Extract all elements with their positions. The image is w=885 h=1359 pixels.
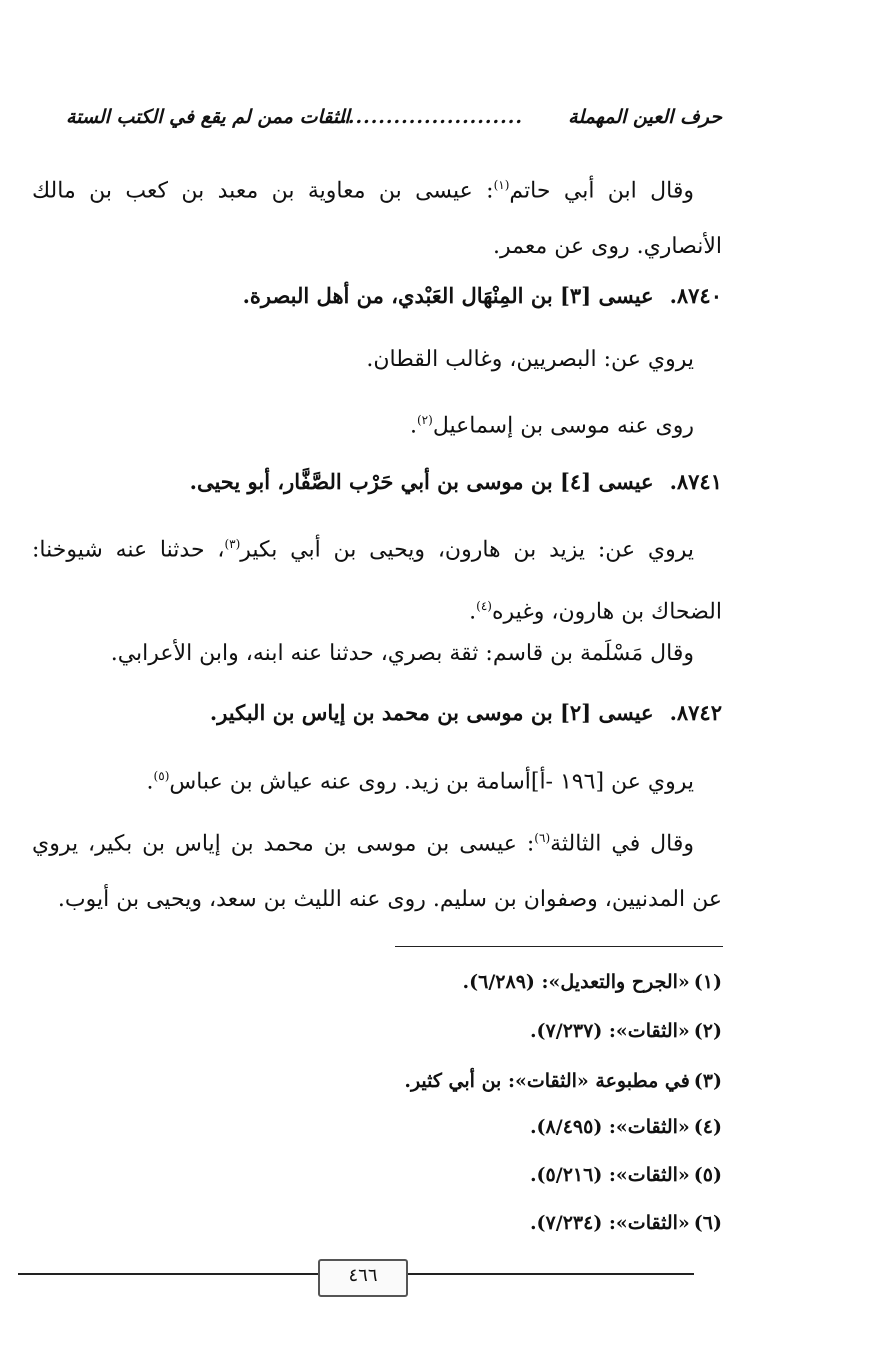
- footnote-ref-1[interactable]: (١): [493, 178, 510, 192]
- intro-paragraph: [32, 157, 722, 275]
- page-number: ٤٦٦: [318, 1259, 408, 1297]
- intro-rest: : عيسى بن معاوية بن معبد بن كعب بن مالك الأنصاري. روى عن معمر.: [32, 178, 722, 260]
- entry-8740-line-2: روى عنه موسى بن إسماعيل$^{(٢)}$.: [409, 413, 694, 439]
- intro-text: وقال ابن أبي حاتم: [509, 178, 694, 204]
- footnote-ref-5[interactable]: (٥): [153, 769, 170, 783]
- entry-heading-8740: [243, 276, 722, 316]
- footnote-6: (٦)«الثقات»: (٧/٢٣٤).: [529, 1212, 722, 1234]
- footnote-5: (٥)«الثقات»: (٥/٢١٦).: [529, 1164, 722, 1186]
- footnote-ref-3[interactable]: (٣): [224, 537, 241, 551]
- entry-number: ٨٧٤٠.: [669, 283, 722, 308]
- entry-8742-paragraph: وقال في الثالثة$^{(٦)}$: عيسى بن موسى بن محمد بن إياس بن بكير، يروي عن المدنيين، وصفوان بن سليم. روى عنه الليث بن سعد، ويحيى بن أيوب.: [32, 831, 722, 913]
- bottom-rule-left: [18, 1273, 318, 1275]
- entry-title: عيسى [٢] بن موسى بن محمد بن إياس بن البكير.: [209, 700, 654, 725]
- running-head-book-title: الثقات ممن لم يقع في الكتب الستة: [66, 106, 350, 128]
- entry-number: ٨٧٤٢.: [669, 700, 722, 725]
- footnote-separator: [395, 946, 723, 947]
- running-head-dots: ..........................: [325, 106, 523, 128]
- entry-8740-line-1: يروي عن: البصريين، وغالب القطان.: [366, 347, 694, 372]
- entry-title: عيسى [٤] بن موسى بن أبي حَرْب الصَّفَّار، أبو يحيى.: [189, 469, 654, 494]
- bottom-rule-right: [404, 1273, 694, 1275]
- footnote-3: (٣)في مطبوعة «الثقات»: بن أبي كثير.: [404, 1070, 722, 1092]
- footnote-2: (٢)«الثقات»: (٧/٢٣٧).: [529, 1020, 722, 1042]
- footnote-ref-4[interactable]: (٤): [476, 599, 492, 614]
- entry-heading-8741: [190, 462, 722, 502]
- entry-8742-line-1: يروي عن [١٩٦ -أ]أسامة بن زيد. روى عنه عياش بن عباس$^{(٥)}$.: [146, 769, 694, 795]
- running-head: [66, 106, 722, 140]
- footnote-1: (١)«الجرح والتعديل»: (٦/٢٨٩).: [462, 971, 722, 993]
- entry-8741-paragraph: يروي عن: يزيد بن هارون، ويحيى بن أبي بكير$^{(٣)}$، حدثنا عنه شيوخنا: الضحاك بن هارون، وغيره$^{(٤)}$.: [32, 537, 722, 625]
- entry-title: عيسى [٣] بن المِنْهَال العَبْدي، من أهل البصرة.: [242, 283, 654, 308]
- entry-heading-8742: [210, 693, 722, 733]
- running-head-chapter: حرف العين المهملة: [568, 106, 722, 128]
- footnote-ref-2[interactable]: (٢): [416, 413, 433, 427]
- footnote-ref-6[interactable]: (٦): [534, 831, 551, 845]
- entry-number: ٨٧٤١.: [669, 469, 722, 494]
- entry-8741-line-2: وقال مَسْلَمة بن قاسم: ثقة بصري، حدثنا عنه ابنه، وابن الأعرابي.: [110, 641, 694, 666]
- footnote-4: (٤)«الثقات»: (٨/٤٩٥).: [529, 1116, 722, 1138]
